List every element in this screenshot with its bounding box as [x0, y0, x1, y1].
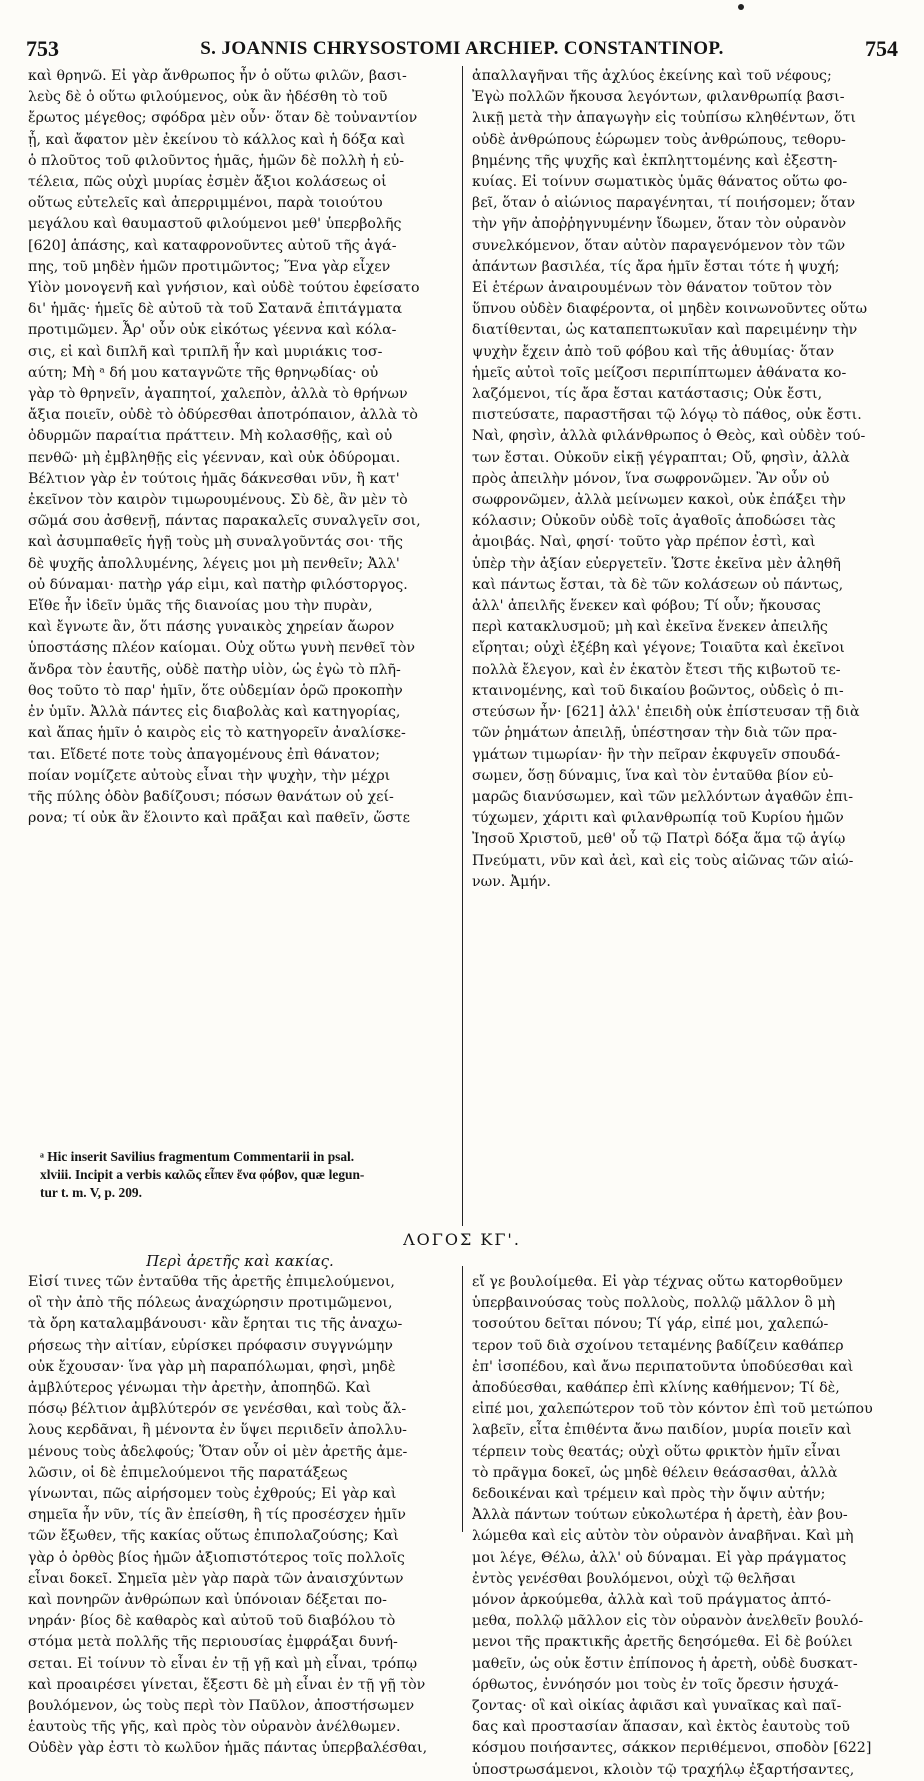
- column-left-top: [28, 66, 452, 829]
- column-left-bottom: [28, 1272, 452, 1760]
- footnote: [40, 1148, 452, 1202]
- text-line: tur t. m. V, p. 209.: [40, 1185, 142, 1200]
- text-line: λικῇ μετὰ τὴν ἀπαγωγὴν εἰς τοὐπίσω κληθέντων, ὅτι: [472, 110, 856, 127]
- text-line: ὀδυρμῶν παραίτια πράττειν. Μὴ κολασθῇς, καὶ οὐ: [28, 428, 393, 445]
- text-line: όρθωτος, ἐννόησόν μοι τοὺς ἐν τοῖς ὄρεσιν ἡσυχά-: [472, 1676, 839, 1693]
- text-line: ψυχὴν ἔχειν ἀπὸ τοῦ φόβου καὶ τῆς ἀθυμίας· ὅταν: [472, 343, 835, 360]
- text-line: εἴρηται; οὐχὶ ἐξέβη καὶ γέγονε; Τοιαῦτα καὶ ἐκεῖνοι: [472, 640, 845, 657]
- text-line: αύτη; Μὴ ᵃ δή μου καταγνῶτε τῆς θρηνῳδίας· οὐ: [28, 364, 379, 381]
- text-line: βημένης τῆς ψυχῆς καὶ ἐκπληττομένης καὶ ἐξεστη-: [472, 152, 838, 169]
- text-line: τῶν ἔξωθεν, τῆς κακίας οὕτως ἐπιπολαζούσης; Καὶ: [28, 1528, 399, 1545]
- text-line: Ἐγὼ πολλῶν ἤκουσα λεγόντων, φιλανθρωπίᾳ βασι-: [472, 89, 845, 106]
- text-line: εἰπέ μοι, χαλεπώτερον τοῦ τὸν κόντον ἐπὶ τοῦ μετώπου: [472, 1401, 873, 1418]
- text-line: ρήσεως τὴν αἰτίαν, εὑρίσκει πρόφασιν συγγνώμην: [28, 1337, 393, 1354]
- text-line: τὸ πρᾶγμα δοκεῖ, ὡς μηδὲ θέλειν θεάσασθαι, ἀλλὰ: [472, 1464, 838, 1481]
- text-line: οὕτως εὐτελεῖς καὶ ἀπερριμμένοι, παρὰ τοιούτου: [28, 195, 383, 212]
- text-line: ἀμοιβάς. Ναὶ, φησί· τοῦτο γὰρ πρέπον ἐστὶ, καὶ: [472, 534, 816, 551]
- text-line: σεται. Εἰ τοίνυν τὸ εἶναι ἐν τῇ γῇ καὶ μὴ εἶναι, τρόπῳ: [28, 1655, 418, 1672]
- text-line: οὐκ ἔχουσαν· ἵνα γὰρ μὴ παραπόλωμαι, φησὶ, μηδὲ: [28, 1358, 396, 1375]
- text-line: οἳ τὴν ἀπὸ τῆς πόλεως ἀναχώρησιν προτιμῶμενοι,: [28, 1295, 393, 1312]
- text-line: πενθῶ· μὴ ἐμβληθῇς εἰς γέενναν, καὶ οὐκ ὀδύρομαι.: [28, 449, 401, 466]
- text-line: καὶ ἔγνωτε ἂν, ὅτι πάσης γυναικὸς χηρείαν ἄωρον: [28, 619, 395, 636]
- text-line: νηράν· βίος δὲ καθαρὸς καὶ αὐτοῦ τοῦ διαβόλου τὸ: [28, 1613, 396, 1630]
- oration-subtitle: Περὶ ἀρετῆς καὶ κακίας.: [146, 1252, 334, 1270]
- text-line: τερον τοῦ διὰ σχοίνου τεταμένης βαδίζειν καθάπερ: [472, 1337, 844, 1354]
- column-right-top: [472, 66, 898, 893]
- text-line: στεύσων ἦν· [621] ἀλλ' ἐπειδὴ οὐκ ἐπίστευσαν τῇ διὰ: [472, 704, 860, 721]
- text-line: καὶ ἀσυμπαθεῖς ἡγῇ τοὺς μὴ συναλγοῦντάς σοι· τῆς: [28, 534, 403, 551]
- text-line: μαρῶς διανύσωμεν, καὶ τῶν μελλόντων ἀγαθῶν ἐπι-: [472, 788, 854, 805]
- text-line: Ἰησοῦ Χριστοῦ, μεθ' οὗ τῷ Πατρὶ δόξα ἅμα τῷ ἁγίῳ: [472, 831, 846, 848]
- text-line: εἶναι δοκεῖ. Σημεῖα μὲν γὰρ παρὰ τῶν ἀναισχύντων: [28, 1570, 404, 1587]
- page-number-right: 754: [865, 36, 898, 61]
- text-line: σωμεν, ὅσῃ δύναμις, ἵνα καὶ τὸν ἐνταῦθα βίον εὐ-: [472, 767, 834, 784]
- text-line: ται. Εἴδετέ ποτε τοὺς ἀπαγομένους ἐπὶ θάνατον;: [28, 746, 381, 763]
- text-line: καὶ προαιρέσει γίνεται, ἔξεστι δὲ μὴ εἶναι ἐν τῇ γῇ τὸν: [28, 1676, 426, 1693]
- text-line: εἴ γε βουλοίμεθα. Εἰ γὰρ τέχνας οὕτω κατορθοῦμεν: [472, 1274, 843, 1290]
- text-line: τῆς πύλης ὁδὸν βαδίζουσι; πόσων θανάτων οὐ χεί-: [28, 788, 394, 805]
- text-line: προτιμῶμεν. Ἆρ' οὖν οὐκ εἰκότως γέεννα καὶ κόλα-: [28, 322, 397, 339]
- text-line: Εἰσί τινες τῶν ἐνταῦθα τῆς ἀρετῆς ἐπιμελούμενοι,: [28, 1274, 395, 1290]
- text-line: τύχωμεν, χάριτι καὶ φιλανθρωπίᾳ τοῦ Κυρίου ἡμῶν: [472, 810, 844, 827]
- text-line: ᾖ, καὶ ἄφατον μὲν ἐκείνου τὸ κάλλος καὶ ἡ δόξα καὶ: [28, 131, 406, 148]
- text-line: ᵃ Hic inserit Savilius fragmentum Commentarii in psal.: [40, 1149, 355, 1164]
- text-line: καὶ θρηνῶ. Εἰ γὰρ ἄνθρωπος ἦν ὁ οὕτω φιλῶν, βασι-: [28, 68, 407, 84]
- text-line: ἀλλ' ἀπειλῆς ἕνεκεν καὶ φόβου; Τί οὖν; ἤκουσας: [472, 598, 821, 615]
- text-line: ἔρωτος μέγεθος; σφόδρα μὲν οὖν· ὅταν δὲ τοὐναντίον: [28, 110, 418, 127]
- column-right-bottom: [472, 1272, 898, 1781]
- text-line: λαζόμενοι, τίς ἄρα ἔσται κατάστασις; Οὐκ ἔστι,: [472, 386, 823, 403]
- text-line: μεγάλου καὶ θαυμαστοῦ φιλούμενοι μεθ' ὑπερβολῆς: [28, 216, 402, 233]
- text-line: μοι λέγε, Θέλω, ἀλλ' οὐ δύναμαι. Εἰ γὰρ πράγματος: [472, 1549, 847, 1566]
- text-line: ἐκεῖνον τὸν καιρὸν τιμωρουμένους. Σὺ δὲ, ἂν μὲν τὸ: [28, 492, 408, 509]
- text-line: καὶ πάντως ἔσται, τὰ δὲ τῶν κολάσεων οὐ πάντως,: [472, 576, 844, 593]
- text-line: ζοντας· οἳ καὶ οἰκίας ἀφιᾶσι καὶ γυναῖκας καὶ παῖ-: [472, 1698, 842, 1715]
- text-line: ἐπ' ἰσοπέδου, καὶ ἄνω περιπατοῦντα ὑποδύεσθαι καὶ: [472, 1358, 854, 1375]
- text-line: Βέλτιον γὰρ ἐν τούτοις ἡμᾶς δάκνεσθαι νῦν, ἢ κατ': [28, 470, 400, 487]
- text-line: πης, τοῦ μηδὲν ἡμῶν προτιμῶντος; Ἕνα γὰρ εἶχεν: [28, 258, 391, 275]
- text-line: μένους τοὺς ἀδελφούς; Ὅταν οὖν οἱ μὲν ἀρετῆς ἀμε-: [28, 1443, 408, 1460]
- running-title: S. JOANNIS CHRYSOSTOMI ARCHIEP. CONSTANTINOP.: [200, 38, 724, 59]
- page-number-left: 753: [26, 36, 59, 61]
- text-line: Οὐδὲν γὰρ ἐστι τὸ κωλῦον ἡμᾶς πάντας ὑπερβαλέσθαι,: [28, 1740, 428, 1757]
- text-line: οὐδὲ ἀνθρώπους ἑώρωμεν τοὺς ἀνθρώπους, τεθορυ-: [472, 131, 846, 148]
- text-line: ἁπάντων βασιλέα, τίς ἄρα ἡμῖν ἔσται τότε ἡ ψυχή;: [472, 258, 840, 275]
- text-line: πρὸς ἀπειλὴν μόνον, ἵνα σωφρονῶμεν. Ἂν οὖν οὐ: [472, 470, 830, 487]
- text-line: βεῖ, ὅταν ὁ αἰώνιος παραγένηται, τί ποιήσομεν; ὅταν: [472, 195, 856, 212]
- text-line: ἀποδύεσθαι, καθάπερ ἐπὶ κλίνης καθήμενον; Τί δὲ,: [472, 1380, 840, 1397]
- text-line: τέρπειν τοὺς θεατάς; οὐχὶ οὕτω φρικτὸν ἡμῖν εἶναι: [472, 1443, 841, 1460]
- text-line: λεὺς δὲ ὁ οὕτω φιλούμενος, οὐκ ἂν ἠδέσθη τὸ τοῦ: [28, 89, 388, 106]
- text-line: δεδοικέναι καὶ τρέμειν καὶ πρὸς τὴν ὄψιν αὐτήν;: [472, 1486, 826, 1503]
- text-line: δὲ ψυχῆς ἀπολλυμένης, λέγεις μοι μὴ πενθεῖν; Ἀλλ': [28, 555, 400, 572]
- text-line: ἑαυτοὺς τῆς γῆς, καὶ πρὸς τὸν οὐρανὸν ἀνέλθωμεν.: [28, 1719, 401, 1736]
- text-line: στόμα μετὰ πολλῆς τῆς περιουσίας ἐμφράξαι δυνή-: [28, 1634, 398, 1651]
- text-line: περὶ κατακλυσμοῦ; μὴ καὶ ἐκεῖνα ἕνεκεν ἀπειλῆς: [472, 619, 828, 636]
- text-line: Ἀλλὰ πάντων τούτων εὐκολωτέρα ἡ ἀρετὴ, ἐὰν βου-: [472, 1507, 848, 1524]
- text-line: Υἱὸν μονογενῆ καὶ γνήσιον, καὶ οὐδὲ τούτου ἐφείσατο: [28, 280, 420, 297]
- text-line: λους κερδᾶναι, ἢ μένοντα ἐν ὕψει περιιδεῖν ἀπολλυ-: [28, 1422, 407, 1439]
- text-line: πόσῳ βέλτιον ἀμβλύτερόν σε γενέσθαι, καὶ τοὺς ἄλ-: [28, 1401, 407, 1418]
- text-line: μόνον ἀρκούμεθα, ἀλλὰ καὶ τοῦ πράγματος ἀπτό-: [472, 1592, 831, 1609]
- oration-title: ΛΟΓΟΣ ΚΓ'.: [403, 1230, 521, 1249]
- text-line: ὑπερβαινούσας τοὺς πολλοὺς, πολλῷ μᾶλλον ὃ μὴ: [472, 1295, 836, 1312]
- text-line: ὑποστάσης πλέον καίομαι. Οὐχ οὕτω γυνὴ πενθεῖ τὸν: [28, 640, 415, 657]
- text-line: σις, εἰ καὶ διπλῆ καὶ τριπλῆ ἦν καὶ μυριάκις τοσ-: [28, 343, 383, 360]
- text-line: ὁ πλοῦτος τοῦ φιλοῦντος ἡμᾶς, ἡμῶν δὲ πολλὴ ἡ εὐ-: [28, 152, 405, 169]
- text-line: ἄνδρα τὸν ἑαυτῆς, οὐδὲ πατὴρ υἱὸν, ὡς ἐγὼ τὸ πλῆ-: [28, 661, 401, 678]
- text-line: καὶ πονηρῶν ἀνθρώπων καὶ ὑπόνοιαν δέξεται πο-: [28, 1592, 387, 1609]
- text-line: κόσμου ποιήσαντες, σάκκον περιθέμενοι, σποδὸν [622]: [472, 1740, 872, 1757]
- text-line: κυίας. Εἰ τοίνυν σωματικὸς ὑμᾶς θάνατος οὕτω φο-: [472, 174, 848, 191]
- text-line: λώμεθα καὶ εἰς αὐτὸν τὸν οὐρανὸν ἀναβῆναι. Καὶ μὴ: [472, 1528, 854, 1545]
- text-line: ὑπὲρ τὴν ἀξίαν εὐεργετεῖν. Ὥστε ἐκεῖνα μὲν ἀληθῆ: [472, 555, 841, 572]
- text-line: ἀμβλύτερος γένωμαι τὴν ἀρετὴν, ἀποπηδῶ. Καὶ: [28, 1380, 371, 1397]
- text-line: ὑποστρωσάμενοι, κλοιὸν τῷ τραχήλῳ ἐξαρτήσαντες,: [472, 1761, 855, 1778]
- text-line: Πνεύματι, νῦν καὶ ἀεὶ, καὶ εἰς τοὺς αἰῶνας τῶν αἰώ-: [472, 852, 854, 869]
- column-rule-top: [462, 66, 463, 1226]
- text-line: Ναὶ, φησὶν, ἀλλὰ φιλάνθρωπος ὁ Θεὸς, καὶ οὐδὲν τού-: [472, 428, 866, 445]
- text-line: ἐντὸς γενέσθαι βουλόμενοι, οὐχὶ τῷ θελῆσαι: [472, 1570, 796, 1587]
- text-line: δας καὶ προστασίαν ἅπασαν, καὶ ἐκτὸς ἑαυτοὺς τοῦ: [472, 1719, 850, 1736]
- text-line: γίνωνται, πῶς αἱρήσομεν τοὺς ἐχθρούς; Εἰ γὰρ καὶ: [28, 1486, 397, 1503]
- text-line: ρονα; τί οὐκ ἂν ἕλοιντο καὶ πρᾶξαι καὶ παθεῖν, ὥστε: [28, 810, 411, 827]
- text-line: σωφρονῶμεν, ἀλλὰ μείνωμεν κακοὶ, οὐκ ἐπάξει τὴν: [472, 492, 846, 509]
- text-line: μενοι τῆς πρακτικῆς ἀρετῆς δεησόμεθα. Εἰ δὲ βούλει: [472, 1634, 853, 1651]
- text-line: βουλόμενον, ὡς τοὺς περὶ τὸν Παῦλον, ἀποστήσωμεν: [28, 1698, 415, 1715]
- text-line: θος τοῦτο τὸ παρ' ἡμῖν, ὅτε οὐδεμίαν ὁρῶ προκοπὴν: [28, 682, 403, 699]
- text-line: διατίθενται, ὡς καταπεπτωκυῖαν καὶ παρειμένην τὴν: [472, 322, 858, 339]
- text-line: οὐ δύναμαι· πατὴρ γάρ εἰμι, καὶ πατὴρ φιλόστοργος.: [28, 576, 408, 593]
- text-line: των ἔσται. Οὐκοῦν εἰκῇ γέγραπται; Οὔ, φησὶν, ἀλλὰ: [472, 449, 850, 466]
- text-line: Εἰ ἑτέρων ἀναιρουμένων τὸν θάνατον τοῦτον τὸν: [472, 280, 832, 297]
- text-line: κόλασιν; Οὐκοῦν οὐδὲ τοῖς ἀγαθοῖς ἀποδώσει τὰς: [472, 513, 836, 530]
- text-line: ἄξια ποιεῖν, οὐδὲ τὸ ὀδύρεσθαι ἀποτρόπαιον, ἀλλὰ τὸ: [28, 407, 418, 424]
- text-line: γμάτων τιμωρίαν· ἣν τὴν πεῖραν ἐκφυγεῖν σπουδά-: [472, 746, 841, 763]
- column-rule-bottom: [462, 1266, 463, 1532]
- text-line: μεθα, πολλῷ μᾶλλον εἰς τὸν οὐρανὸν ἀνελθεῖν βουλό-: [472, 1613, 864, 1630]
- text-line: πιστεύσατε, παραστῆσαι τῷ λόγῳ τὸ πάθος, οὐκ ἔστι.: [472, 407, 862, 424]
- text-line: μαθεῖν, ὡς οὐκ ἔστιν ἐπίπονος ἡ ἀρετὴ, οὐδὲ δυσκατ-: [472, 1655, 858, 1672]
- running-header: [0, 36, 924, 64]
- text-line: κταινομένης, καὶ τοῦ δικαίου βοῶντος, οὐδεὶς ὁ πι-: [472, 682, 844, 699]
- text-line: ἡμεῖς αὐτοὶ τοῖς μείζοσι περιπίπτωμεν ἀθάνατα κο-: [472, 364, 847, 381]
- text-line: τὰ ὄρη καταλαμβάνουσι· κἂν ἔρηται τις τῆς ἀναχω-: [28, 1316, 403, 1333]
- text-line: καὶ ἅπας ἡμῖν ὁ καιρὸς εἰς τὸ κατηγορεῖν ἀναλίσκε-: [28, 725, 406, 742]
- text-line: λαβεῖν, εἶτα ἐπιθέντα ἄνω παιδίον, μυρία ποιεῖν καὶ: [472, 1422, 852, 1439]
- text-line: γὰρ ὁ ὀρθὸς βίος ἡμῶν ἀξιοπιστότερος τοῖς πολλοῖς: [28, 1549, 405, 1566]
- text-line: συνελκόμενον, ὅταν αὐτὸν παραγενόμενον τὸν τῶν: [472, 237, 846, 254]
- text-line: τῶν ῥημάτων ἀπειλῇ, ὑπέστησαν τὴν διὰ τῶν πρα-: [472, 725, 838, 742]
- text-line: σημεῖα ἦν νῦν, τίς ἂν ἐπείσθη, ἢ τίς προσέσχεν ἡμῖν: [28, 1507, 406, 1524]
- text-line: xlviii. Incipit a verbis καλῶς εἶπεν ἕνα φόβον, quæ legun-: [40, 1167, 365, 1182]
- text-line: γὰρ τὸ θρηνεῖν, ἀγαπητοί, χαλεπὸν, ἀλλὰ τὸ θρήνων: [28, 386, 408, 403]
- text-line: τοσούτου δεῖται πόνου; Τί γάρ, εἰπέ μοι, χαλεπώ-: [472, 1316, 829, 1333]
- text-line: δι' ἡμᾶς· ἡμεῖς δὲ αὐτοῦ τὰ τοῦ Σατανᾶ ἐπιτάγματα: [28, 301, 403, 318]
- text-line: σῶμά σου ἀσθενῇ, πάντας παρακαλεῖς συναλγεῖν σοι,: [28, 513, 421, 530]
- text-line: νων. Ἀμήν.: [472, 873, 551, 890]
- ink-speck: [738, 4, 744, 10]
- text-line: λῶσιν, οἱ δὲ ἐπιμελούμενοι τῆς παρατάξεως: [28, 1464, 348, 1481]
- text-line: ἐν ὑμῖν. Ἀλλὰ πάντες εἰς διαβολὰς καὶ κατηγορίας,: [28, 704, 401, 721]
- text-line: Εἴθε ἦν ἰδεῖν ὑμᾶς τῆς διανοίας μου τὴν πυρὰν,: [28, 598, 373, 615]
- text-line: ὕπνου οὐδὲν διαφέροντα, οἱ μηδὲν κοινωνοῦντες οὕτω: [472, 301, 868, 318]
- text-line: τέλεια, πῶς οὐχὶ μυρίας ἐσμὲν ἄξιοι κολάσεως οἱ: [28, 174, 387, 191]
- text-line: πολλὰ ἔλεγον, καὶ ἐν ἑκατὸν ἔτεσι τῆς κιβωτοῦ τε-: [472, 661, 841, 678]
- text-line: τὴν γῆν ἀποῤῥηγνυμένην ἴδωμεν, ὅταν τὸν οὐρανὸν: [472, 216, 847, 233]
- text-line: ἀπαλλαγῆναι τῆς ἀχλύος ἐκείνης καὶ τοῦ νέφους;: [472, 68, 832, 84]
- text-line: [620] ἁπάσης, καὶ καταφρονοῦντες αὐτοῦ τῆς ἀγά-: [28, 237, 397, 254]
- text-line: ποίαν νομίζετε αὐτοὺς εἶναι τὴν ψυχὴν, τὴν μέχρι: [28, 767, 391, 784]
